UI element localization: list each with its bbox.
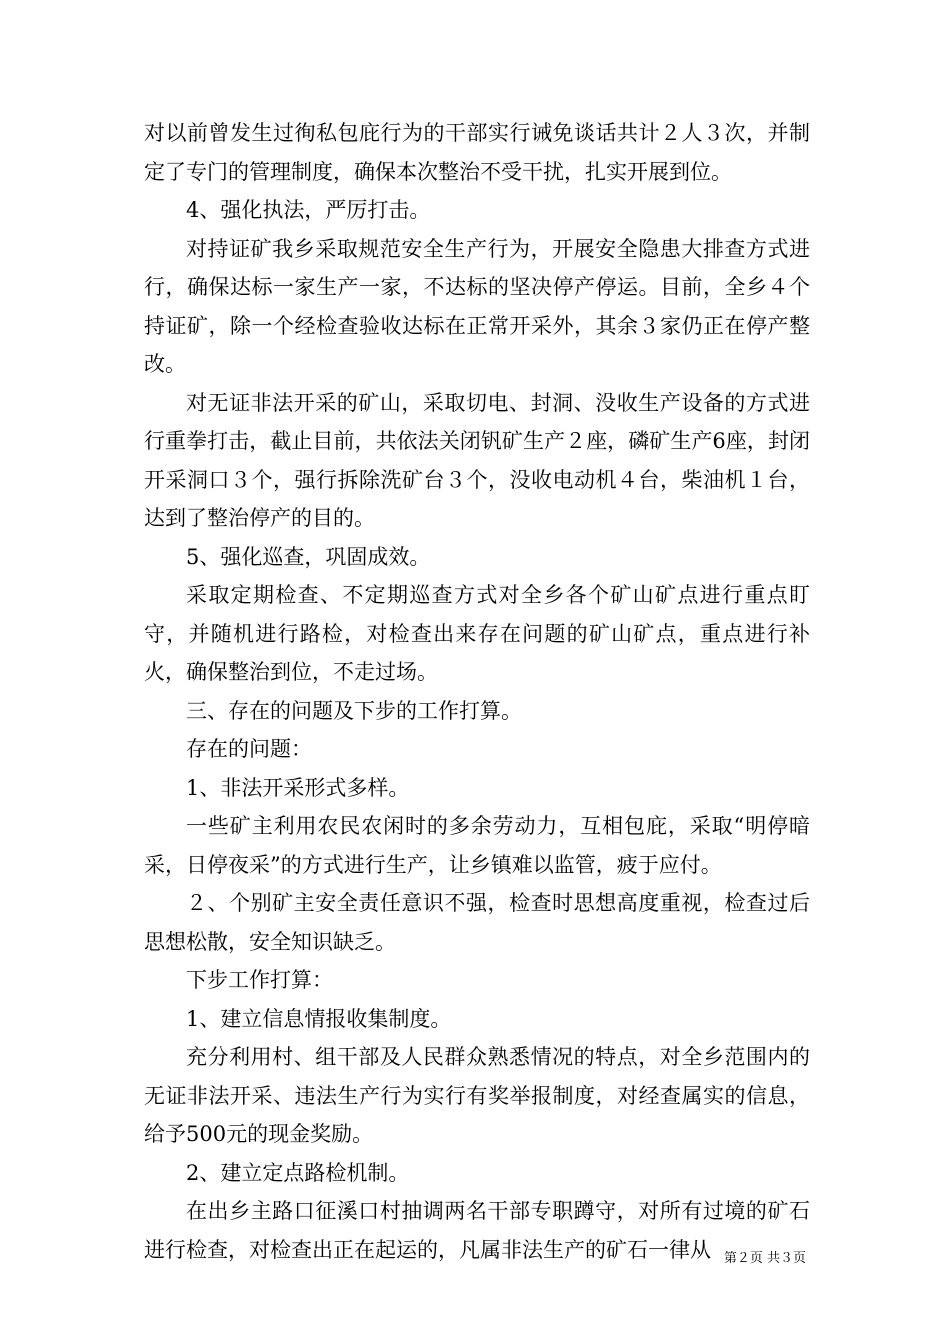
paragraph: 对以前曾发生过徇私包庇行为的干部实行诫免谈话共计２人３次，并制定了专门的管理制度，确保本次整治不受干扰，扎实开展到位。 [144, 121, 810, 184]
section-heading: 4、强化执法，严厉打击。 [186, 198, 431, 222]
section-heading: 三、存在的问题及下步的工作打算。 [186, 698, 522, 723]
page-number: 第２页 共３页 [723, 1251, 806, 1266]
subheading: 存在的问题： [186, 737, 312, 761]
paragraph: 充分利用村、组干部及人民群众熟悉情况的特点，对全乡范围内的无证非法开采、违法生产行为实行有奖举报制度，对经查属实的信息，给予500元的现金奖励。 [144, 1045, 810, 1146]
section-heading: 1、建立信息情报收集制度。 [186, 1006, 452, 1031]
paragraph: 一些矿主利用农民农闲时的多余劳动力，互相包庇，采取“明停暗采，日停夜采”的方式进行生产，让乡镇难以监管，疲于应付。 [144, 814, 810, 877]
paragraph: ２、个别矿主安全责任意识不强，检查时思想高度重视，检查过后思想松散，安全知识缺乏。 [144, 891, 810, 954]
section-heading: 5、强化巡查，巩固成效。 [186, 544, 431, 569]
subheading: 下步工作打算： [186, 968, 333, 992]
document-body [144, 114, 810, 1269]
section-heading: 1、非法开采形式多样。 [186, 775, 410, 800]
paragraph: 在出乡主路口征溪口村抽调两名干部专职蹲守，对所有过境的矿石进行检查，对检查出正在起运的，凡属非法生产的矿石一律从 [144, 1199, 810, 1262]
section-heading: 2、建立定点路检机制。 [186, 1160, 410, 1185]
paragraph: 对持证矿我乡采取规范安全生产行为，开展安全隐患大排查方式进行，确保达标一家生产一家，不达标的坚决停产停运。目前，全乡４个持证矿，除一个经检查验收达标在正常开采外，其余３家仍正在停产整改。 [144, 236, 810, 376]
paragraph: 采取定期检查、不定期巡查方式对全乡各个矿山矿点进行重点盯守，并随机进行路检，对检查出来存在问题的矿山矿点，重点进行补火，确保整治到位，不走过场。 [144, 583, 810, 684]
paragraph: 对无证非法开采的矿山，采取切电、封洞、没收生产设备的方式进行重拳打击，截止目前，共依法关闭钒矿生产２座，磷矿生产6座，封闭开采洞口３个，强行拆除洗矿台３个，没收电动机４台，柴油机１台，达到了整治停产的目的。 [144, 390, 810, 530]
